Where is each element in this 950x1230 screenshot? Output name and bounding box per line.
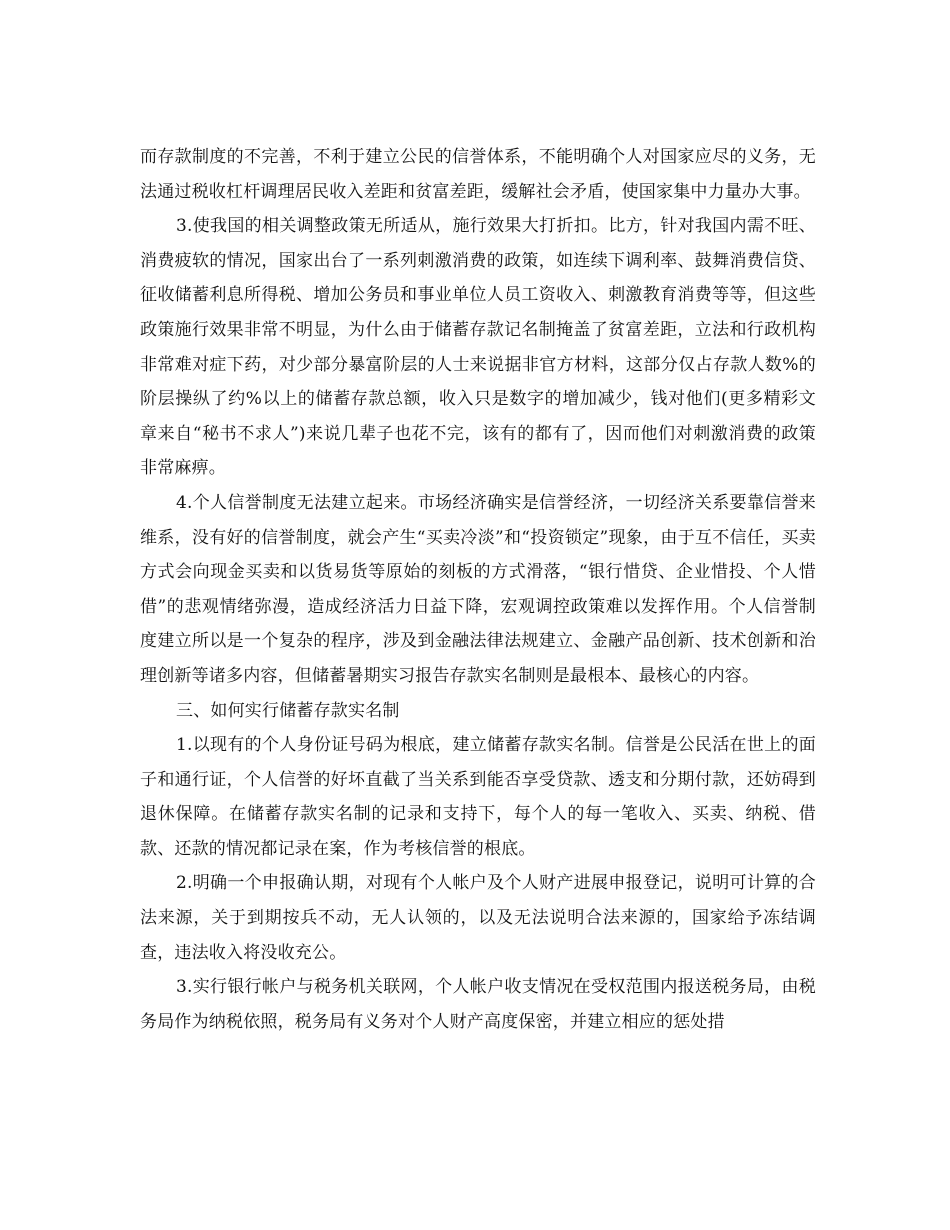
paragraph-1: 而存款制度的不完善，不利于建立公民的信誉体系，不能明确个人对国家应尽的义务，无法通过税收杠杆调理居民收入差距和贫富差距，缓解社会矛盾，使国家集中力量办大事。 [140, 147, 816, 202]
paragraph-2: 3.使我国的相关调整政策无所适从，施行效果大打折扣。比方，针对我国内需不旺、消费疲软的情况，国家出台了一系列刺激消费的政策，如连续下调利率、鼓舞消费信贷、征收储蓄利息所得税、增加公务员和事业单位人员工资收入、刺激教育消费等等，但这些政策施行效果非常不明显，为什么由于储蓄存款记名制掩盖了贫富差距，立法和行政机构非常难对症下药，对少部分暴富阶层的人士来说据非官方材料，这部分仅占存款人数%的阶层操纵了约%以上的储蓄存款总额，收入只是数字的增加减少，钱对他们(更多精彩文章来自“秘书不求人”)来说几辈子也花不完，该有的都有了，因而他们对刺激消费的政策非常麻痹。 [140, 216, 816, 479]
section-heading: 三、如何实行储蓄存款实名制 [176, 700, 400, 721]
paragraph-5: 2.明确一个申报确认期，对现有个人帐户及个人财产进展申报登记，说明可计算的合法来源，关于到期按兵不动，无人认领的，以及无法说明合法来源的，国家给予冻结调查，违法收入将没收充公。 [140, 873, 816, 963]
paragraph-4: 1.以现有的个人身份证号码为根底，建立储蓄存款实名制。信誉是公民活在世上的面子和通行证，个人信誉的好坏直截了当关系到能否享受贷款、透支和分期付款，还妨碍到退休保障。在储蓄存款实名制的记录和支持下，每个人的每一笔收入、买卖、纳税、借款、还款的情况都记录在案，作为考核信誉的根底。 [140, 735, 816, 859]
paragraph-6: 3.实行银行帐户与税务机关联网，个人帐户收支情况在受权范围内报送税务局，由税务局作为纳税依照，税务局有义务对个人财产高度保密，并建立相应的惩处措 [140, 977, 816, 1032]
document-body [140, 140, 816, 1039]
paragraph-3: 4.个人信誉制度无法建立起来。市场经济确实是信誉经济，一切经济关系要靠信誉来维系，没有好的信誉制度，就会产生“买卖冷淡”和“投资锁定”现象，由于互不信任，买卖方式会向现金买卖和以货易货等原始的刻板的方式滑落，“银行惜贷、企业惜投、个人惜借”的悲观情绪弥漫，造成经济活力日益下降，宏观调控政策难以发挥作用。个人信誉制度建立所以是一个复杂的程序，涉及到金融法律法规建立、金融产品创新、技术创新和治理创新等诸多内容，但储蓄暑期实习报告存款实名制则是最根本、最核心的内容。 [140, 492, 816, 686]
